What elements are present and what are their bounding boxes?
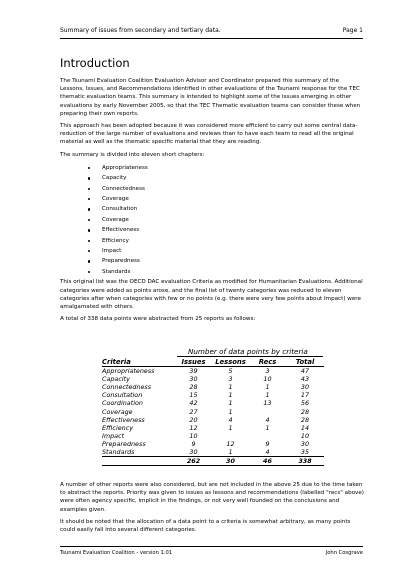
list-item: Appropriateness [102,163,364,173]
outro-section [60,481,364,538]
table-cell: Consultation [102,391,143,400]
table-cell: 12 [189,423,198,432]
table-cell: 30 [189,375,198,384]
intro-section [60,77,364,327]
table-cell: 30 [300,439,310,448]
list-item: Consultation [102,204,364,214]
column-header-total: Total [286,358,324,367]
table-cell: 28 [300,407,310,416]
section-title: Introduction [60,56,130,70]
table-row [102,440,324,448]
table-cell: 10 [300,431,310,440]
table-caption: Number of data points by criteria [188,347,308,356]
header-page-number: Page 1 [342,27,363,34]
table-cell: 4 [265,415,270,424]
table-row [102,408,324,416]
table-cell: 9 [191,439,196,448]
column-header-criteria: Criteria [102,358,175,367]
list-item: Coverage [102,215,364,225]
table-cell: 1 [265,383,270,392]
table-cell: 39 [189,367,198,376]
intro-paragraph-2: This approach has been adopted because it was considered more efficient to carry out some central data-reduction of the large number of evaluations and reviews than to have each team to read all the original material as well as the thematic specific material that they are reading. [60,123,358,146]
table-row [102,399,324,407]
table-cell: 12 [226,439,235,448]
table-row [102,424,324,432]
totals-cell: 338 [286,457,324,466]
table-cell: Preparedness [102,439,146,448]
table-cell: 5 [228,367,233,376]
table-cell: 1 [228,383,233,392]
table-cell: 4 [228,415,233,424]
table-cell: 14 [300,423,310,432]
table-row [102,391,324,399]
table-cell [249,432,286,440]
table-cell: Capacity [102,375,130,384]
list-item: Preparedness [102,256,364,266]
table-row [102,375,324,383]
table-cell: 10 [189,431,198,440]
intro-paragraph-5: A total of 338 data points were abstracted from 25 reports as follows: [60,316,256,323]
table-row [102,432,324,440]
list-item: Impact [102,246,364,256]
list-item: Standards [102,267,364,277]
table-cell: Coverage [102,407,133,416]
table-cell: 27 [189,407,198,416]
table-cell: 43 [300,375,310,384]
intro-paragraph-4: This original list was the OECD DAC evaluation Criteria as modified for Humanitarian Evaluations. Additional categories were added as points arose, and the final list of twenty categories was reduced to eleven categories after when categories with few or no points (e.g. there were very few points about Impact) were amalgamated with others. [60,279,363,310]
column-header-lessons: Lessons [212,358,249,367]
table-cell [249,408,286,416]
table-cell: Appropriateness [102,367,155,376]
table-cell: Standards [102,448,135,457]
table-row [102,367,324,376]
chapter-list [60,163,364,277]
table-cell: 47 [300,367,310,376]
table-cell: 1 [228,391,233,400]
table-cell: Connectedness [102,383,152,392]
list-item: Connectedness [102,184,364,194]
column-header-issues: Issues [175,358,212,367]
list-item: Effectiveness [102,225,364,235]
outro-paragraph-2: It should be noted that the allocation of a data point to a criteria is somewhat arbitrary, as many points could easily fall into several different categories. [60,518,351,534]
list-item: Efficiency [102,236,364,246]
table-cell: 9 [265,439,270,448]
outro-paragraph-1: A number of other reports were also considered, but are not included in the above 25 due to the time taken to abstract the reports. Priority was given to issues as lessons and recommendations (labelled "recs" above) were often agency specific, implicit in the findings, or not very well founded on the conclusions and examples given. [60,482,364,513]
intro-paragraph-1: The Tsunami Evaluation Coalition Evaluation Advisor and Coordinator prepared this summary of the Lessons, Issues, and Recommendations identified in other evaluations of the Tsunami response for the TEC thematic evaluation teams. This summary is intended to highlight some of the issues emerging in other evaluations by early November 2005, so that the TEC Thematic evaluation teams can consider these when preparing their own reports. [60,78,361,117]
table-cell: 1 [228,399,233,408]
intro-paragraph-3: The summary is divided into eleven short chapters: [60,151,205,158]
table-cell: 1 [228,423,233,432]
totals-cell [102,457,175,466]
list-item: Coverage [102,194,364,204]
table-cell: 35 [300,448,310,457]
table-cell [212,432,249,440]
data-points-table [102,358,324,466]
totals-cell: 262 [175,457,212,466]
table-cell: 1 [265,391,270,400]
table-cell: Efficiency [102,423,133,432]
footer-version: Tsunami Evaluation Coalition - version 1.01 [60,550,173,556]
table-cell: 30 [189,448,198,457]
table-cell: 28 [300,415,310,424]
footer-author: John Cosgrave [325,550,363,556]
table-cell: Impact [102,431,125,440]
table-totals-row [102,457,324,466]
list-item: Capacity [102,173,364,183]
table-row [102,448,324,457]
table-cell: 10 [263,375,272,384]
caption-rule [177,356,323,357]
table-cell: 13 [263,399,272,408]
table-cell: 30 [300,383,310,392]
table-cell: 3 [265,367,270,376]
table-cell: 1 [228,448,233,457]
table-header-row [102,358,324,367]
table-cell: Coordination [102,399,143,408]
totals-cell: 30 [212,457,249,466]
header-document-title: Summary of issues from secondary and tertiary data. [60,27,221,34]
totals-cell: 46 [249,457,286,466]
table-row [102,416,324,424]
table-cell: 1 [265,423,270,432]
table-row [102,383,324,391]
table-cell: 42 [189,399,198,408]
table-cell: Effectiveness [102,415,145,424]
page-footer [60,546,363,557]
column-header-recs: Recs [249,358,286,367]
table-cell: 3 [228,375,233,384]
table-cell: 4 [265,448,270,457]
table-cell: 20 [189,415,198,424]
table-cell: 1 [228,407,233,416]
table-cell: 15 [189,391,198,400]
table-cell: 17 [300,391,310,400]
table-cell: 28 [189,383,198,392]
page-header [60,26,363,39]
table-cell: 56 [300,399,310,408]
